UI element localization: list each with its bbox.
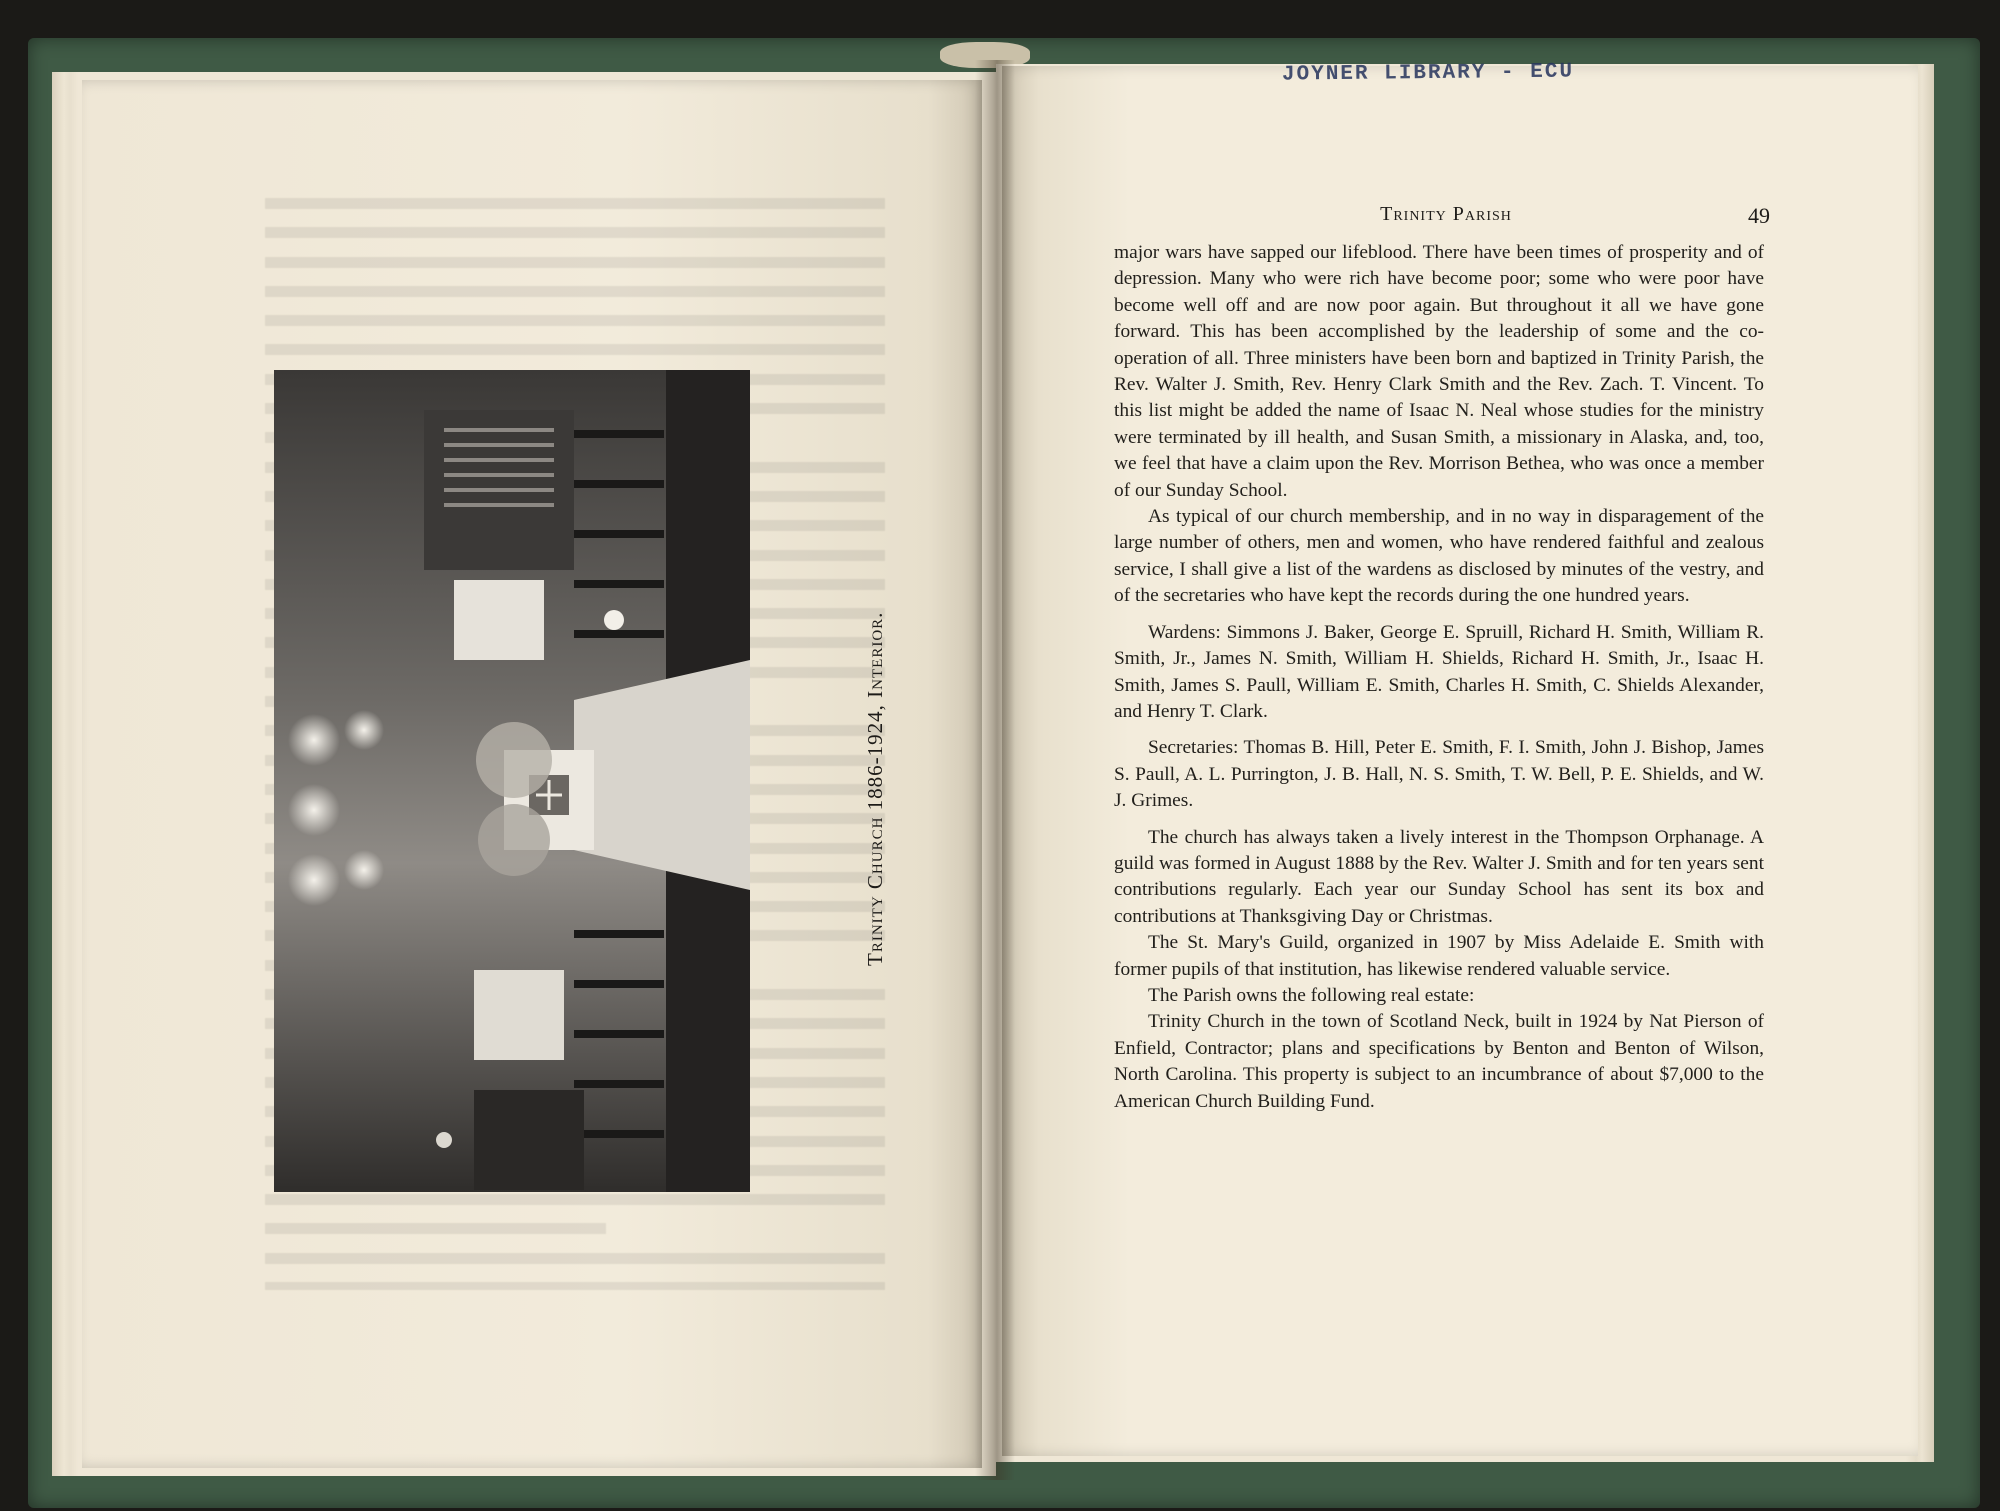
- paragraph: Wardens: Simmons J. Baker, George E. Spruill, Richard H. Smith, William R. Smith, Jr., James N. Smith, William H. Shields, Richard H. Smith, Jr., Isaac H. Smith, James S. Paull, William E. Smith, Charles H. Smith, C. Shields Alexander, and Henry T. Clark.: [1114, 621, 1764, 722]
- show-through-line: [265, 336, 885, 365]
- show-through-line: [265, 219, 885, 248]
- paragraph: Trinity Church in the town of Scotland Neck, built in 1924 by Nat Pierson of Enfield, Contractor; plans and specifications by Benton and Benton of Wilson, North Carolina. This property is subject to an incumbrance of about $7,000 to the American Church Building Fund.: [1114, 1011, 1764, 1112]
- paragraph: The Parish owns the following real estate:: [1148, 984, 1475, 1006]
- show-through-line: [265, 190, 885, 219]
- show-through-line: [265, 307, 885, 336]
- paragraph: Secretaries: Thomas B. Hill, Peter E. Smith, F. I. Smith, John J. Bishop, James S. Paull, A. L. Purrington, J. B. Hall, N. S. Smith, T. W. Bell, P. E. Shields, and W. J. Grimes.: [1114, 737, 1764, 812]
- caption-part2: 1886-1924,: [863, 704, 887, 811]
- caption-part1: Trinity Church: [863, 816, 887, 966]
- running-title: Trinity Parish: [1380, 203, 1512, 225]
- show-through-line: [265, 278, 885, 307]
- show-through-line: [265, 249, 885, 278]
- paragraph: major wars have sapped our lifeblood. There have been times of prosperity and of depression. Many who were rich have become poor; some who were poor have become well off and are now poor again. But throughout it all we have gone forward. This has been accomplished by the leadership of some and the co-operation of all. Three ministers have been born and baptized in Trinity Parish, the Rev. Walter J. Smith, Rev. Henry Clark Smith and the Rev. Zach. T. Vincent. To this list might be added the name of Isaac N. Neal whose studies for the ministry were terminated by ill health, and Susan Smith, a missionary in Alaska, and, too, we feel that have a claim upon the Rev. Morrison Bethea, who was once a member of our Sunday School.: [1114, 242, 1764, 501]
- photo-caption: [863, 612, 888, 966]
- paragraph: The church has always taken a lively interest in the Thompson Orphanage. A guild was formed in August 1888 by the Rev. Walter J. Smith and for ten years sent contributions regularly. Each year our Sunday School has sent its box and contributions at Thanksgiving Day or Christmas.: [1114, 826, 1764, 927]
- body-text: [1114, 240, 1764, 1115]
- page-number: 49: [1748, 203, 1770, 228]
- caption-part3: Interior.: [863, 611, 887, 698]
- book-gutter: [975, 60, 1015, 1480]
- paragraph: The St. Mary's Guild, organized in 1907 by Miss Adelaide E. Smith with former pupils of that institution, has likewise rendered valuable service.: [1114, 932, 1764, 980]
- show-through-line: [265, 1215, 885, 1244]
- library-stamp: JOYNER LIBRARY - ECU: [1281, 60, 1575, 87]
- paragraph: As typical of our church membership, and in no way in disparagement of the large number of others, men and women, who have rendered faithful and zealous service, I shall give a list of the wardens as disclosed by minutes of the vestry, and of the secretaries who have kept the records during the one hundred years.: [1114, 506, 1764, 607]
- show-through-line: [265, 1245, 885, 1274]
- running-head: [1122, 203, 1770, 233]
- show-through-line: [265, 1274, 885, 1290]
- church-interior-photo: [274, 370, 750, 1192]
